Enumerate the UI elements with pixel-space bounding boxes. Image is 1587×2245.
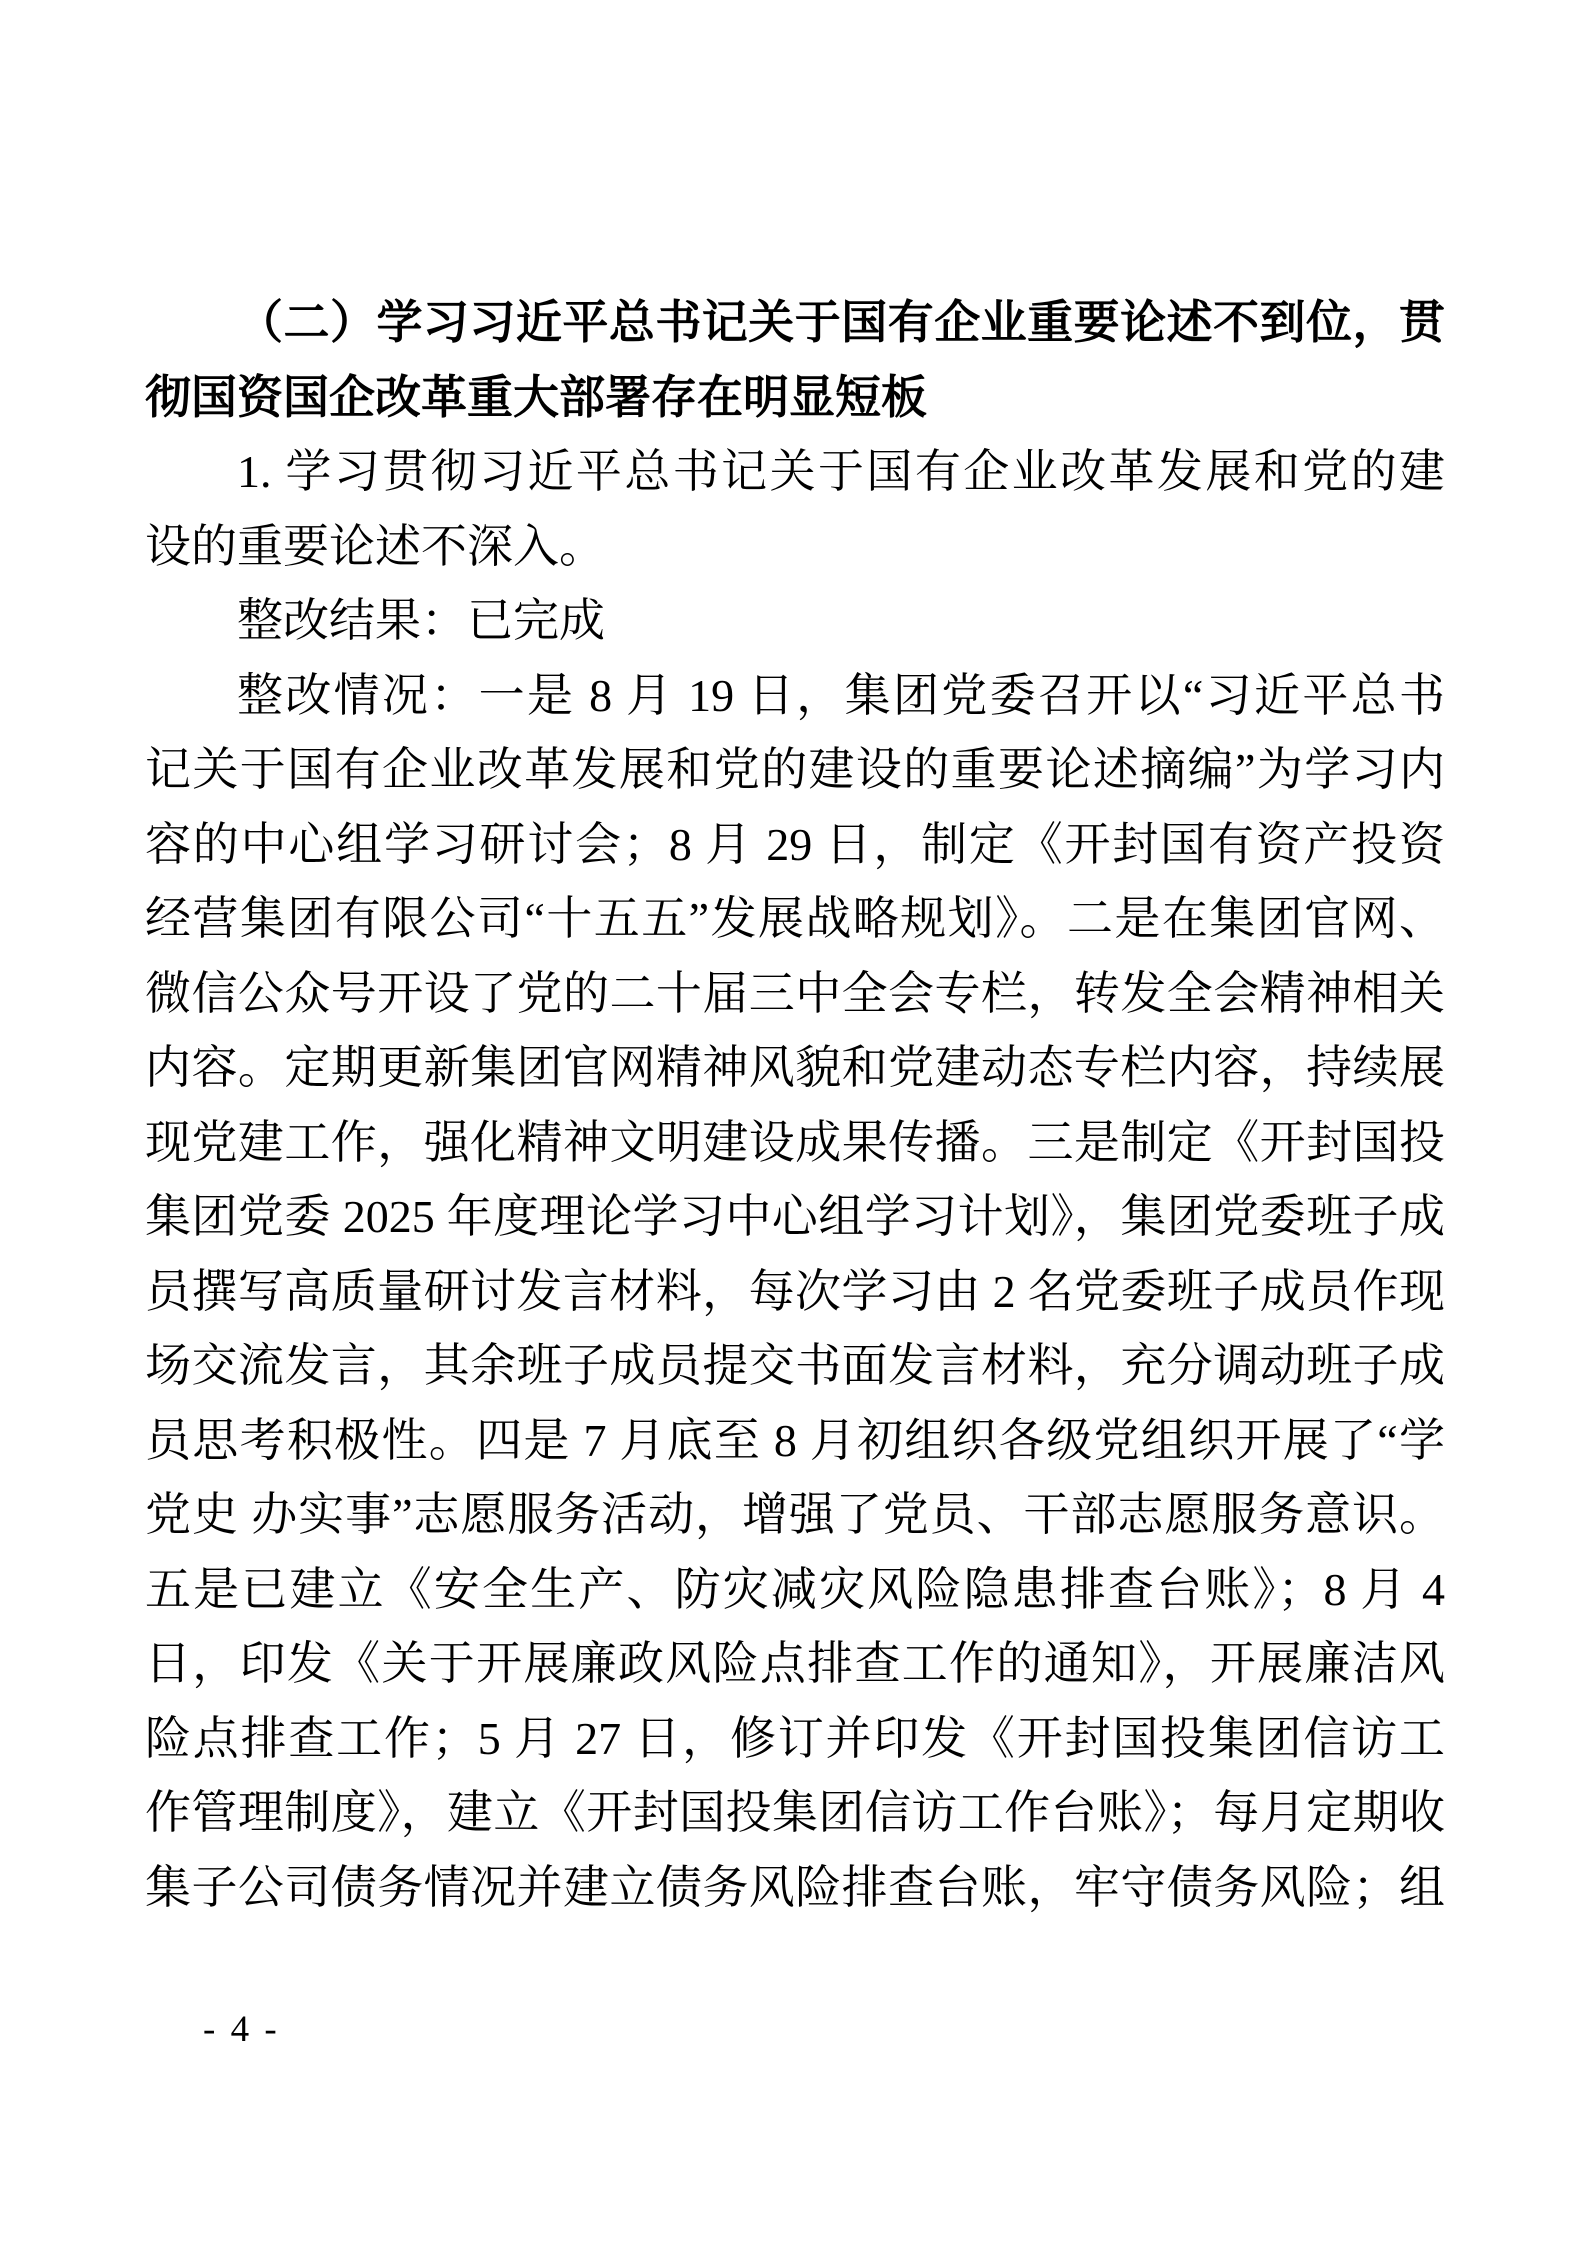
body-text-line: 集团党委 2025 年度理论学习中心组学习计划》，集团党委班子成 [145,1191,1445,1242]
body-text-line: 经营集团有限公司“十五五”发展战略规划》。二是在集团官网、 [145,893,1445,944]
document-text [145,286,1445,1925]
body-text-line: 场交流发言，其余班子成员提交书面发言材料，充分调动班子成 [145,1340,1445,1391]
body-text-line: 记关于国有企业改革发展和党的建设的重要论述摘编”为学习内 [145,744,1445,795]
body-text-line: 整改情况：一是 8 月 19 日，集团党委召开以“习近平总书 [237,669,1445,721]
body-text-line: 现党建工作，强化精神文明建设成果传播。三是制定《开封国投 [145,1116,1445,1168]
body-text-line: 党史 办实事”志愿服务活动，增强了党员、干部志愿服务意识。 [145,1489,1445,1540]
body-text-line: 微信公众号开设了党的二十届三中全会专栏，转发全会精神相关 [145,967,1445,1019]
body-text-line: 日，印发《关于开展廉政风险点排查工作的通知》，开展廉洁风 [145,1638,1445,1689]
section-heading-line: 彻国资国企改革重大部署存在明显短板 [145,371,927,423]
body-text-line: 员撰写高质量研讨发言材料，每次学习由 2 名党委班子成员作现 [145,1265,1445,1317]
body-text-line: 作管理制度》，建立《开封国投集团信访工作台账》；每月定期收 [145,1787,1445,1838]
body-text-line: 整改结果：已完成 [237,595,605,646]
body-text-line: 五是已建立《安全生产、防灾减灾风险隐患排查台账》；8 月 4 [145,1563,1446,1615]
page-number: - 4 - [203,2009,280,2050]
body-text-line: 容的中心组学习研讨会；8 月 29 日，制定《开封国有资产投资 [145,818,1445,870]
body-text-line: 1. 学习贯彻习近平总书记关于国有企业改革发展和党的建 [237,446,1445,497]
body-text-line: 内容。定期更新集团官网精神风貌和党建动态专栏内容，持续展 [145,1042,1445,1093]
section-heading-line: （二）学习习近平总书记关于国有企业重要论述不到位，贯 [237,297,1445,348]
body-text-line: 员思考积极性。四是 7 月底至 8 月初组织各级党组织开展了“学 [145,1414,1445,1466]
body-text-line: 设的重要论述不深入。 [145,520,605,572]
body-text-line: 集子公司债务情况并建立债务风险排查台账，牢守债务风险；组 [145,1861,1445,1913]
body-text-line: 险点排查工作；5 月 27 日，修订并印发《开封国投集团信访工 [145,1712,1445,1764]
